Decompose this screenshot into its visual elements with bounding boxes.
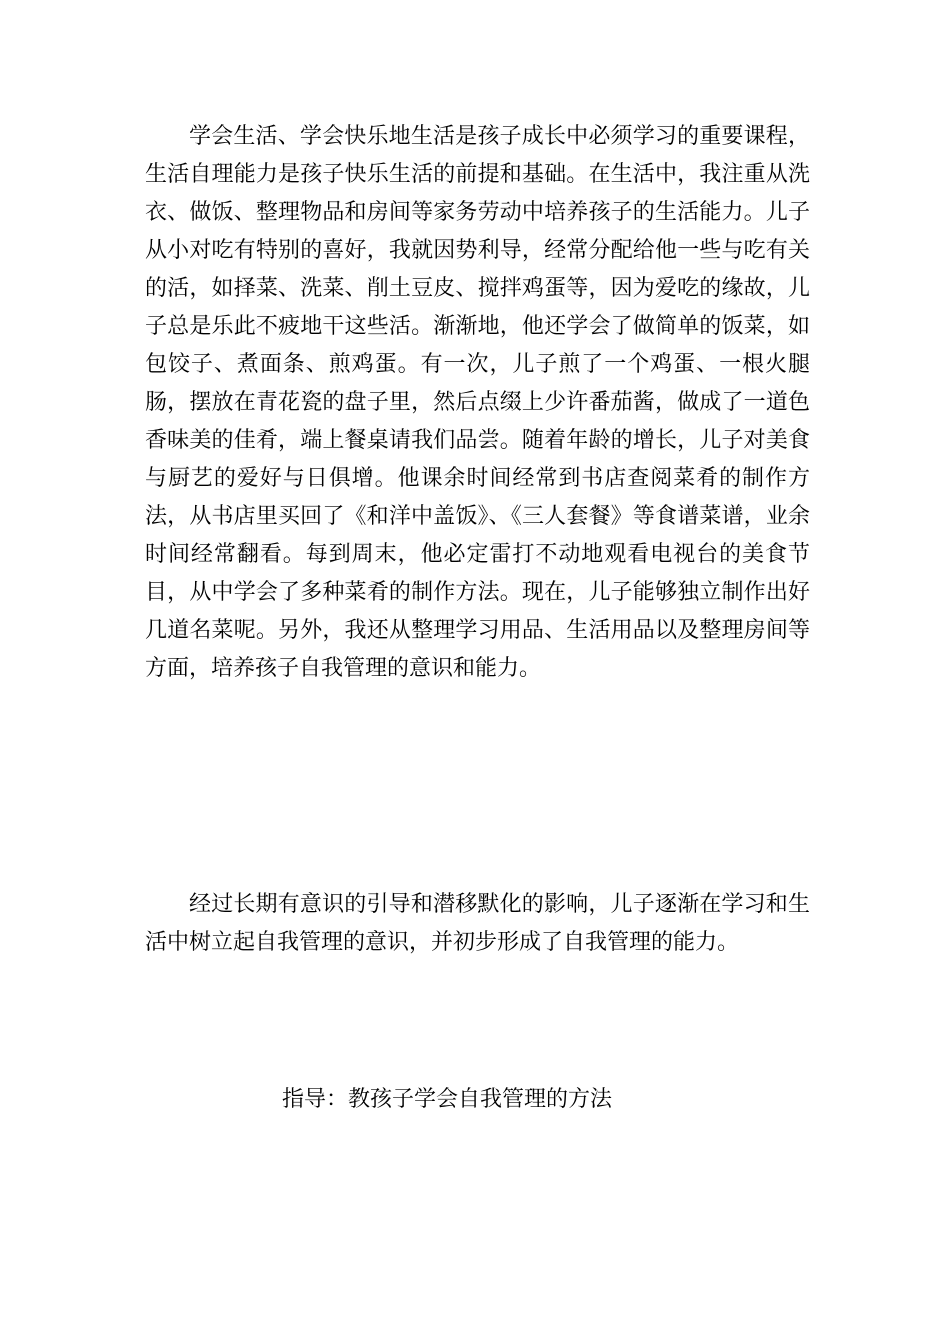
section-heading: 指导：教孩子学会自我管理的方法 bbox=[282, 1087, 613, 1112]
paragraph-self-management: 经过长期有意识的引导和潜移默化的影响，儿子逐渐在学习和生活中树立起自我管理的意识，并初步形成了自我管理的能力。 bbox=[145, 892, 810, 955]
paragraph-self-care: 学会生活、学会快乐地生活是孩子成长中必须学习的重要课程，生活自理能力是孩子快乐生活的前提和基础。在生活中，我注重从洗衣、做饭、整理物品和房间等家务劳动中培养孩子的生活能力。儿子从小对吃有特别的喜好，我就因势利导，经常分配给他一些与吃有关的活，如择菜、洗菜、削土豆皮、搅拌鸡蛋等，因为爱吃的缘故，儿子总是乐此不疲地干这些活。渐渐地，他还学会了做简单的饭菜，如包饺子、煮面条、煎鸡蛋。有一次，儿子煎了一个鸡蛋、一根火腿肠，摆放在青花瓷的盘子里，然后点缀上少许番茄酱，做成了一道色香味美的佳肴，端上餐桌请我们品尝。随着年龄的增长，儿子对美食与厨艺的爱好与日俱增。他课余时间经常到书店查阅菜肴的制作方法，从书店里买回了《和洋中盖饭》、《三人套餐》等食谱菜谱，业余时间经常翻看。每到周末，他必定雷打不动地观看电视台的美食节目，从中学会了多种菜肴的制作方法。现在，儿子能够独立制作出好几道名菜呢。另外，我还从整理学习用品、生活用品以及整理房间等方面，培养孩子自我管理的意识和能力。 bbox=[145, 124, 810, 681]
